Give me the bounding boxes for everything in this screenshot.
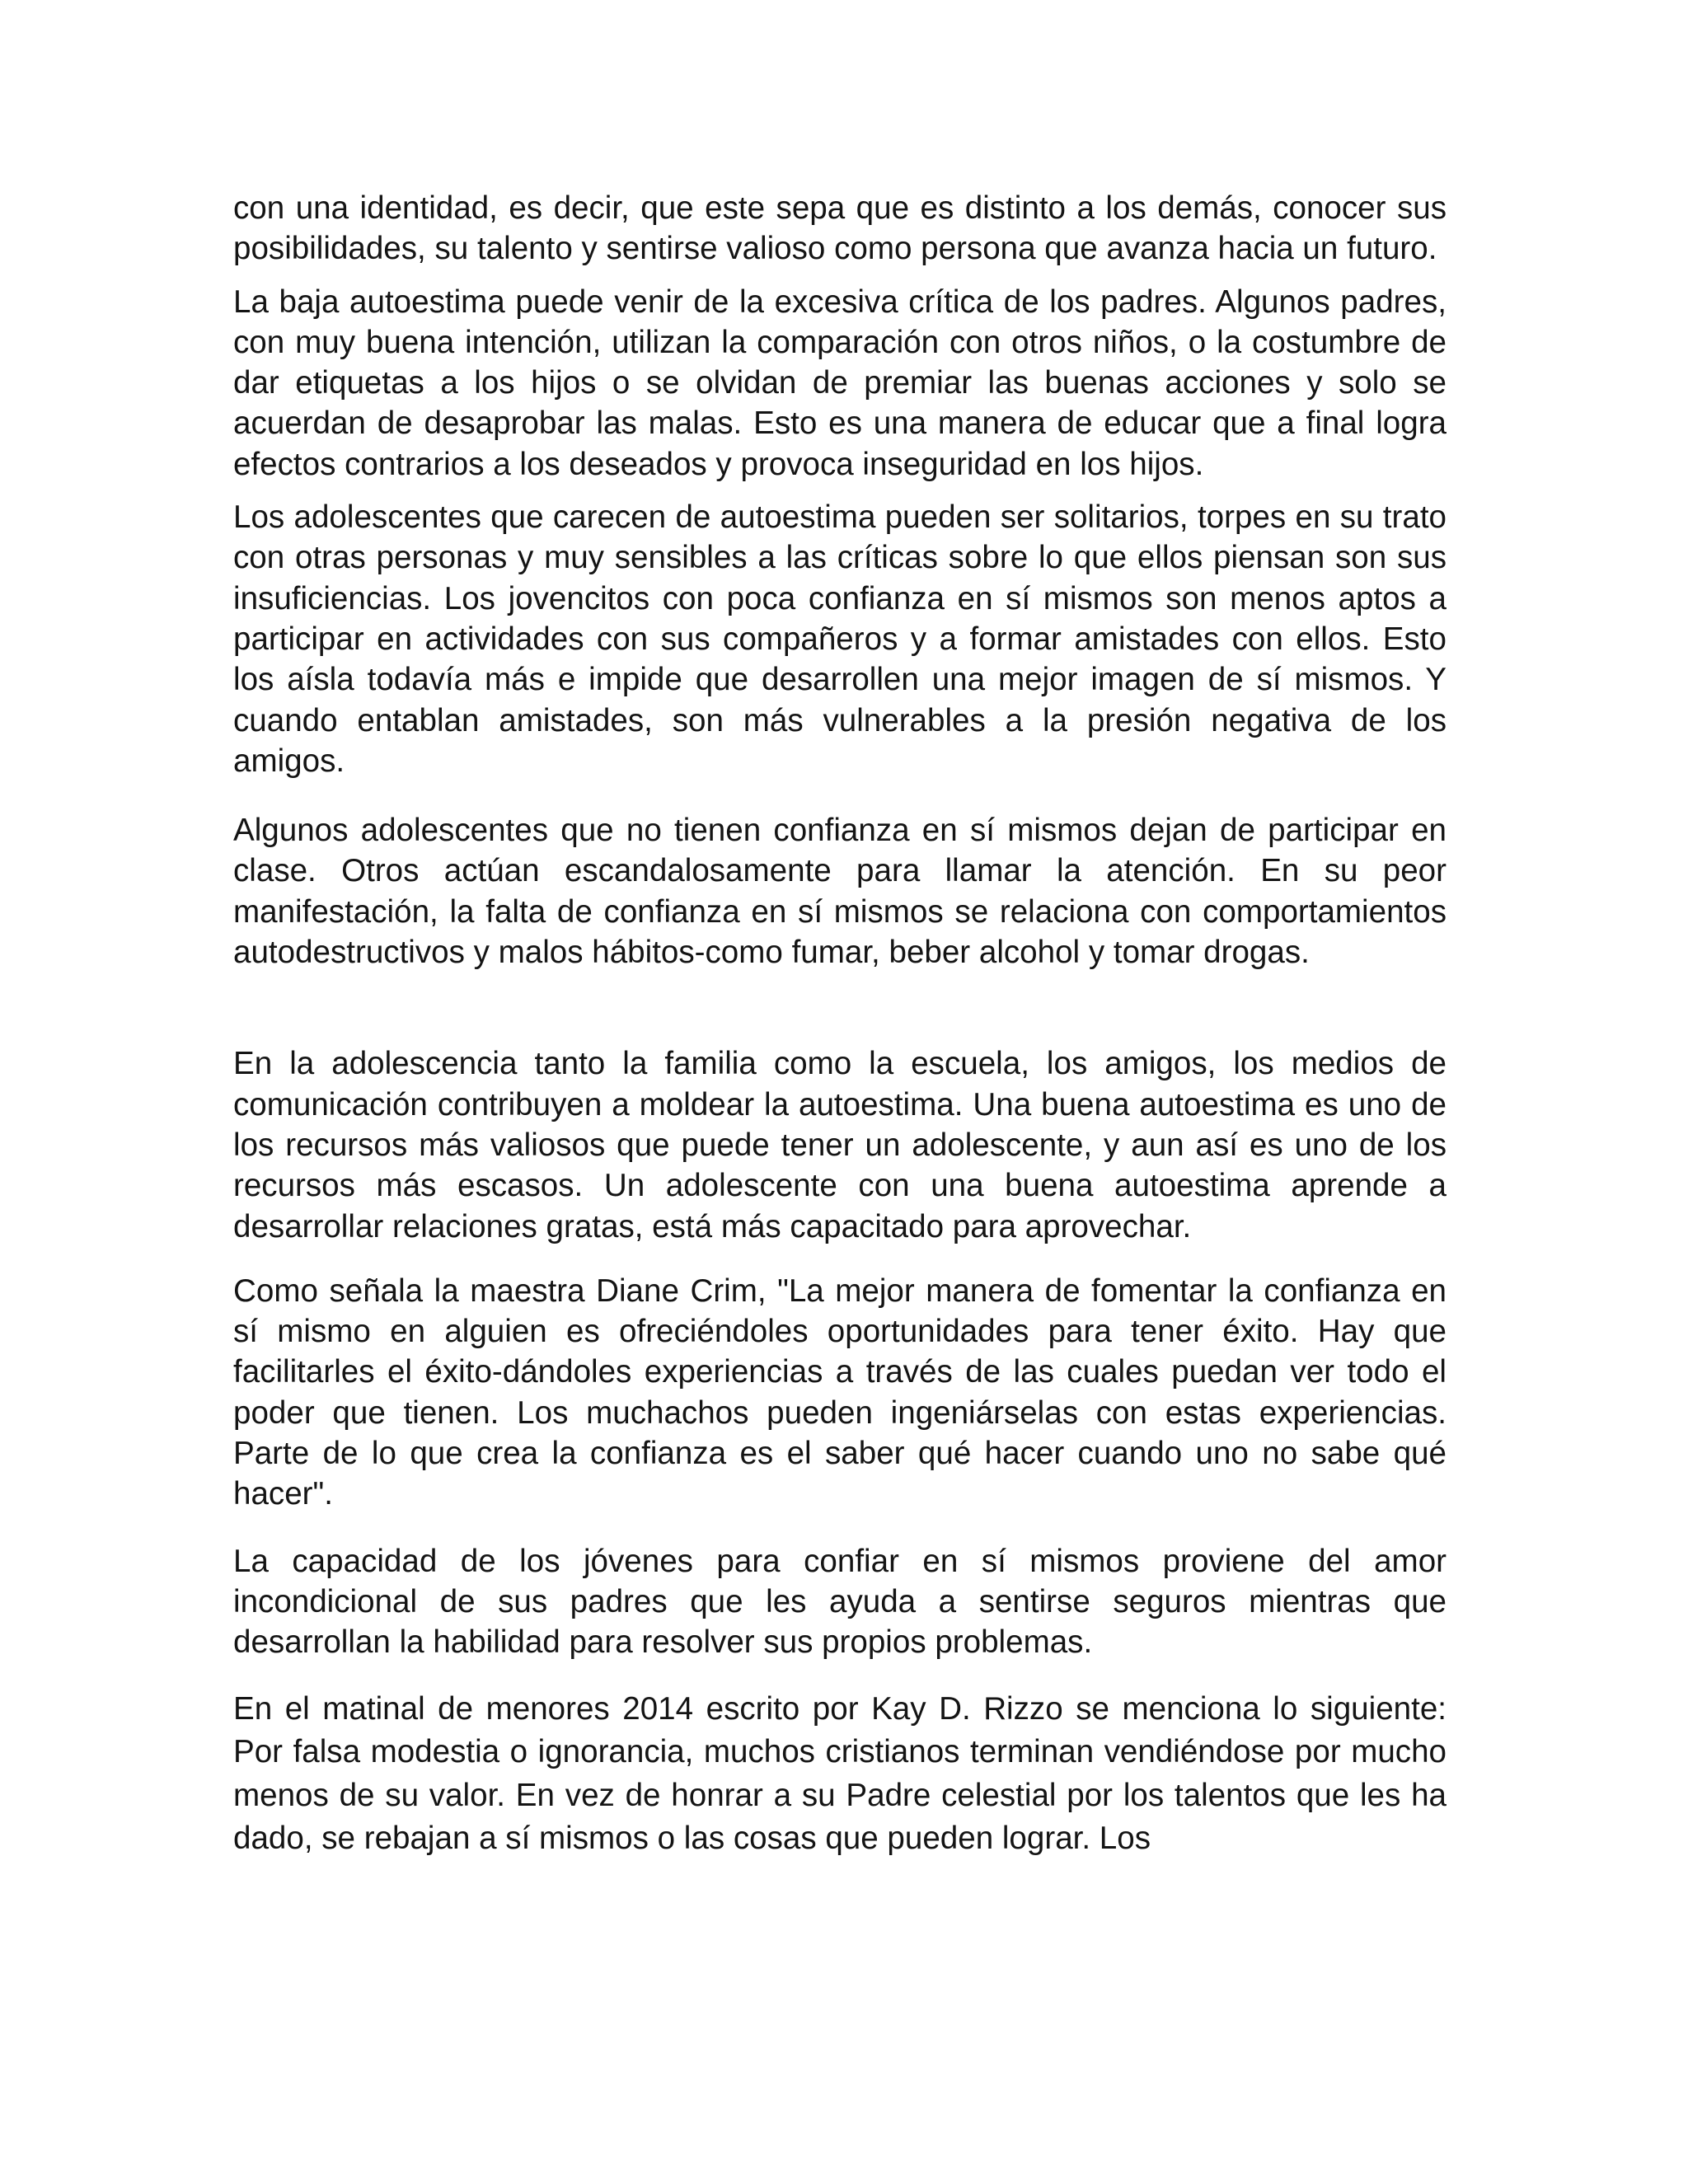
paragraph-class-participation: Algunos adolescentes que no tienen confianza en sí mismos dejan de participar en clase. Otros actúan escandalosamente para llamar la atención. En su peor manifestación, la falta de confianza en sí mismos se relaciona con comportamientos autodestructivos y malos hábitos-como fumar, beber alcohol y tomar drogas. — [233, 813, 1447, 971]
paragraph-diane-crim-quote: Como señala la maestra Diane Crim, "La mejor manera de fomentar la confianza en sí mismo en alguien es ofreciéndoles oportunidades para tener éxito. Hay que facilitarles el éxito-dándoles experiencias a través de las cuales puedan ver todo el poder que tienen. Los muchachos pueden ingeniárselas con estas experiencias. Parte de lo que crea la confianza es el saber qué hacer cuando uno no sabe qué hacer". — [233, 1272, 1447, 1512]
paragraph-adolescence-influences: En la adolescencia tanto la familia como la escuela, los amigos, los medios de comunicación contribuyen a moldear la autoestima. Una buena autoestima es uno de los recursos más valiosos que puede tener un adolescente, y aun así es uno de los recursos más escasos. Un adolescente con una buena autoestima aprende a desarrollar relaciones gratas, está más capacitado para aprovechar. — [233, 1046, 1447, 1244]
body-text — [233, 188, 1447, 1861]
paragraph-low-self-esteem: La baja autoestima puede venir de la excesiva crítica de los padres. Algunos padres, con muy buena intención, utilizan la comparación con otros niños, o la costumbre de dar etiquetas a los hijos o se olvidan de premiar las buenas acciones y solo se acuerdan de desaprobar las malas. Esto es una manera de educar que a final logra efectos contrarios a los deseados y provoca inseguridad en los hijos. — [233, 284, 1447, 482]
paragraph-identity: con una identidad, es decir, que este sepa que es distinto a los demás, conocer sus posibilidades, su talento y sentirse valioso como persona que avanza hacia un futuro. — [233, 190, 1447, 267]
paragraph-matinal-2014: En el matinal de menores 2014 escrito por Kay D. Rizzo se menciona lo siguiente: Por falsa modestia o ignorancia, muchos cristianos terminan vendiéndose por mucho menos de su valor. En vez de honrar a su Padre celestial por los talentos que les ha dado, se rebajan a sí mismos o las cosas que pueden lograr. Los — [233, 1690, 1447, 1856]
paragraph-unconditional-love: La capacidad de los jóvenes para confiar en sí mismos proviene del amor incondicional de sus padres que les ayuda a sentirse seguros mientras que desarrollan la habilidad para resolver sus propios problemas. — [233, 1543, 1447, 1661]
paragraph-adolescents-lacking: Los adolescentes que carecen de autoestima pueden ser solitarios, torpes en su trato con otras personas y muy sensibles a las críticas sobre lo que ellos piensan son sus insuficiencias. Los jovencitos con poca confianza en sí mismos son menos aptos a participar en actividades con sus compañeros y a formar amistades con ellos. Esto los aísla todavía más e impide que desarrollen una mejor imagen de sí mismos. Y cuando entablan amistades, son más vulnerables a la presión negativa de los amigos. — [233, 499, 1447, 779]
